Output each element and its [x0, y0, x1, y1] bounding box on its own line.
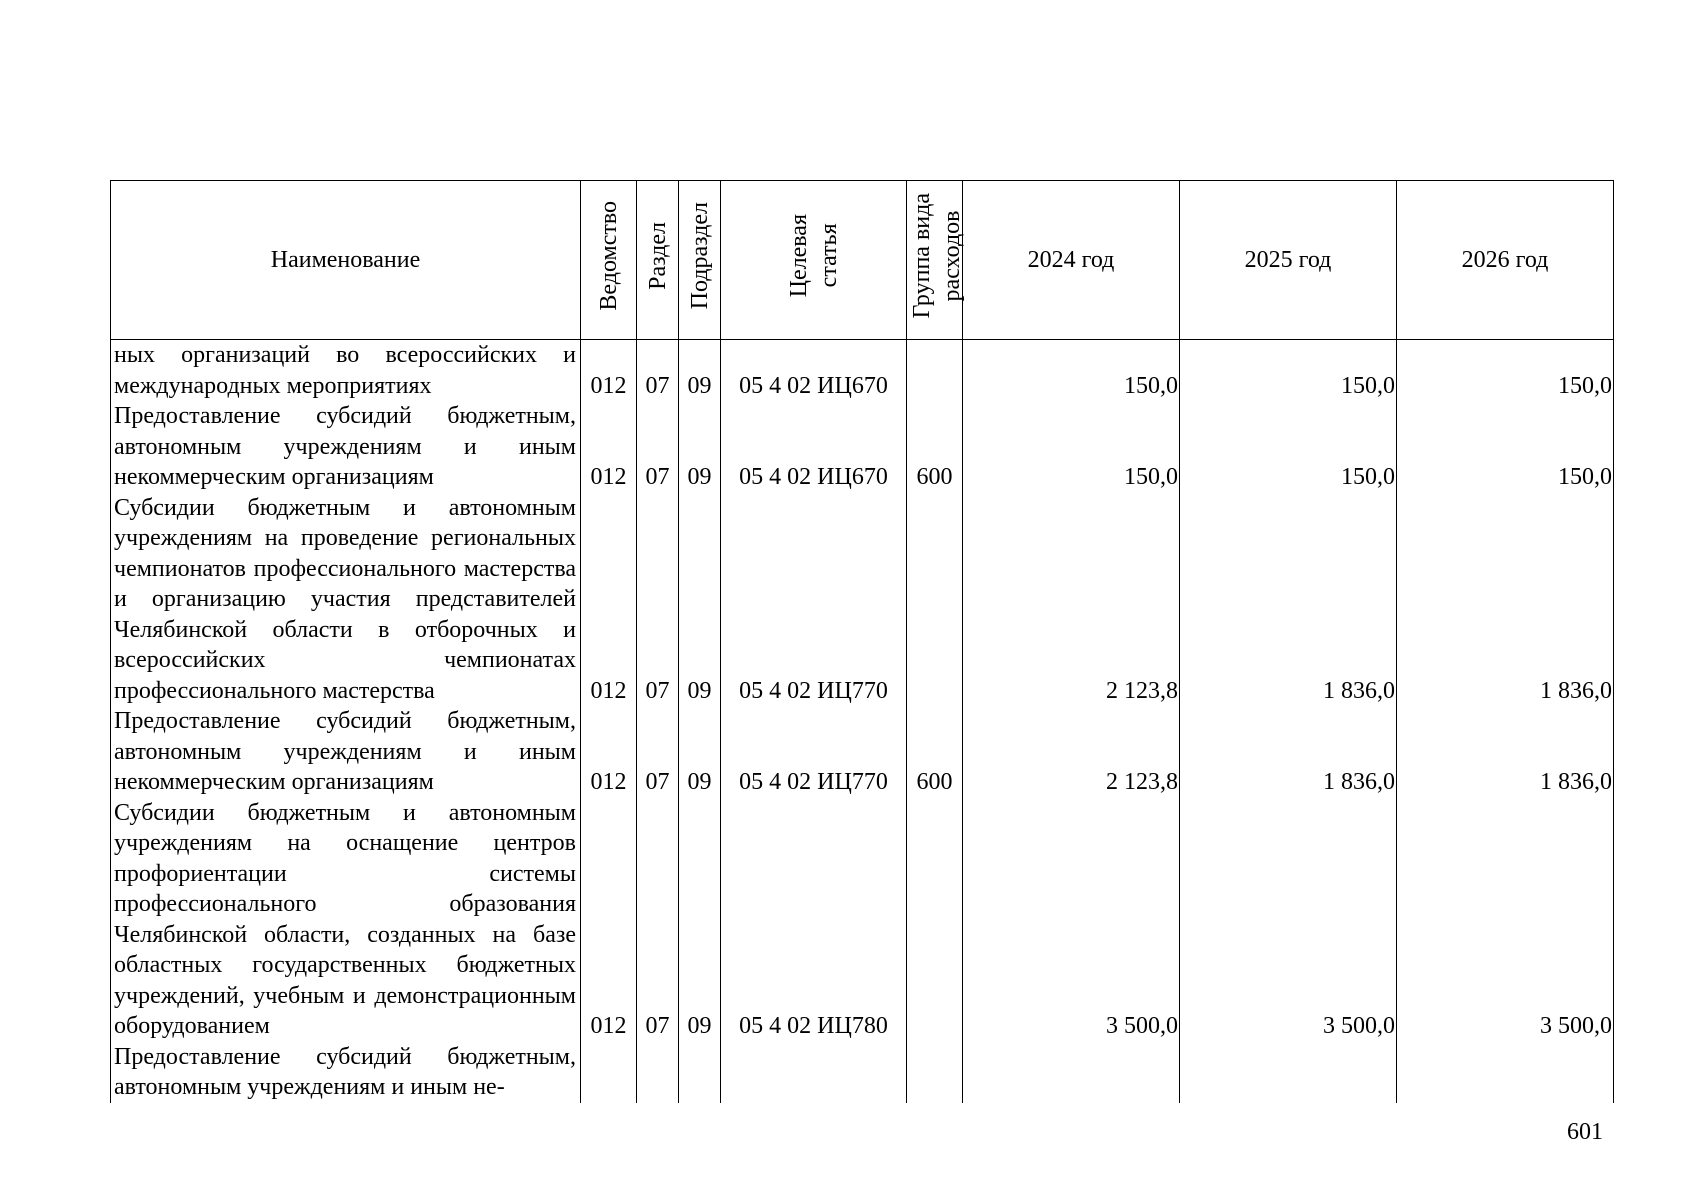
row-2024: 3 500,0	[963, 798, 1180, 1042]
table-row	[111, 1042, 1614, 1103]
row-vedomstvo: 012	[581, 340, 637, 402]
row-2024: 2 123,8	[963, 706, 1180, 798]
header-2025	[1180, 181, 1397, 340]
header-gruppa-line1: Группа вида	[909, 193, 935, 319]
header-razdel-label: Раздел	[644, 221, 671, 290]
row-2025	[1180, 1042, 1397, 1103]
row-celevaya-statya: 05 4 02 ИЦ670	[721, 401, 907, 493]
row-podrazdel: 09	[679, 401, 721, 493]
row-2024: 150,0	[963, 340, 1180, 402]
row-razdel: 07	[637, 706, 679, 798]
header-podrazdel	[679, 181, 721, 340]
row-podrazdel: 09	[679, 798, 721, 1042]
header-vedomstvo-label: Ведомство	[595, 200, 622, 311]
header-razdel	[637, 181, 679, 340]
row-2025: 3 500,0	[1180, 798, 1397, 1042]
header-2025-label: 2025 год	[1244, 246, 1332, 273]
row-gruppa: 600	[907, 401, 963, 493]
row-name: Предоставление субсидий бюджетным, автономным учреждениям и иным не-	[111, 1042, 581, 1103]
header-2024-label: 2024 год	[1027, 246, 1115, 273]
row-2026: 1 836,0	[1397, 706, 1614, 798]
row-gruppa: 600	[907, 706, 963, 798]
header-gruppa-wrap	[907, 193, 967, 318]
row-razdel: 07	[637, 401, 679, 493]
row-2025: 1 836,0	[1180, 493, 1397, 707]
row-celevaya-statya: 05 4 02 ИЦ770	[721, 706, 907, 798]
header-gruppa-vida-rashodov	[907, 181, 963, 340]
row-podrazdel	[679, 1042, 721, 1103]
header-podrazdel-label: Подраздел	[686, 202, 713, 310]
table-row	[111, 340, 1614, 402]
row-2024: 150,0	[963, 401, 1180, 493]
row-celevaya-statya	[721, 1042, 907, 1103]
row-name: Субсидии бюджетным и автономным учреждениям на проведение региональных чемпионатов профессионального мастерства и организацию участия представителей Челябинской области в отборочных и всероссийских чемпионатах профессионального мастерства	[111, 493, 581, 707]
row-podrazdel: 09	[679, 706, 721, 798]
row-vedomstvo	[581, 1042, 637, 1103]
header-name-label: Наименование	[270, 246, 421, 273]
row-razdel	[637, 1042, 679, 1103]
row-razdel: 07	[637, 493, 679, 707]
row-gruppa	[907, 340, 963, 402]
row-gruppa	[907, 493, 963, 707]
row-celevaya-statya: 05 4 02 ИЦ780	[721, 798, 907, 1042]
table-row	[111, 706, 1614, 798]
row-name: Предоставление субсидий бюджетным, автономным учреждениям и иным некоммерческим организациям	[111, 401, 581, 493]
header-2026-label: 2026 год	[1461, 246, 1549, 273]
row-2026	[1397, 1042, 1614, 1103]
row-podrazdel: 09	[679, 340, 721, 402]
header-name	[111, 181, 581, 340]
row-podrazdel: 09	[679, 493, 721, 707]
row-vedomstvo: 012	[581, 401, 637, 493]
row-vedomstvo: 012	[581, 706, 637, 798]
row-2026: 3 500,0	[1397, 798, 1614, 1042]
row-2026: 150,0	[1397, 340, 1614, 402]
header-celevaya-line2: статья	[815, 223, 842, 288]
row-gruppa	[907, 798, 963, 1042]
table-row	[111, 401, 1614, 493]
header-celevaya-wrap	[784, 214, 844, 297]
row-name: Субсидии бюджетным и автономным учреждениям на оснащение центров профориентации системы профессионального образования Челябинской области, созданных на базе областных государственных бюджетных учреждений, учебным и демонстрационным оборудованием	[111, 798, 581, 1042]
row-vedomstvo: 012	[581, 798, 637, 1042]
table-row	[111, 798, 1614, 1042]
row-name: ных организаций во всероссийских и международных мероприятиях	[111, 340, 581, 402]
row-2026: 1 836,0	[1397, 493, 1614, 707]
row-2024: 2 123,8	[963, 493, 1180, 707]
row-celevaya-statya: 05 4 02 ИЦ670	[721, 340, 907, 402]
row-celevaya-statya: 05 4 02 ИЦ770	[721, 493, 907, 707]
header-2024	[963, 181, 1180, 340]
table-header-row	[111, 181, 1614, 340]
row-2025: 150,0	[1180, 401, 1397, 493]
row-razdel: 07	[637, 798, 679, 1042]
header-gruppa-line2: расходов	[939, 210, 965, 302]
row-2024	[963, 1042, 1180, 1103]
row-2025: 150,0	[1180, 340, 1397, 402]
header-2026	[1397, 181, 1614, 340]
header-celevaya-statya	[721, 181, 907, 340]
header-celevaya-line1: Целевая	[785, 214, 812, 298]
row-gruppa	[907, 1042, 963, 1103]
row-2025: 1 836,0	[1180, 706, 1397, 798]
row-name: Предоставление субсидий бюджетным, автономным учреждениям и иным некоммерческим организациям	[111, 706, 581, 798]
table-row	[111, 493, 1614, 707]
page-number: 601	[1567, 1119, 1603, 1145]
budget-table	[110, 180, 1614, 1103]
row-vedomstvo: 012	[581, 493, 637, 707]
row-2026: 150,0	[1397, 401, 1614, 493]
row-razdel: 07	[637, 340, 679, 402]
header-vedomstvo	[581, 181, 637, 340]
